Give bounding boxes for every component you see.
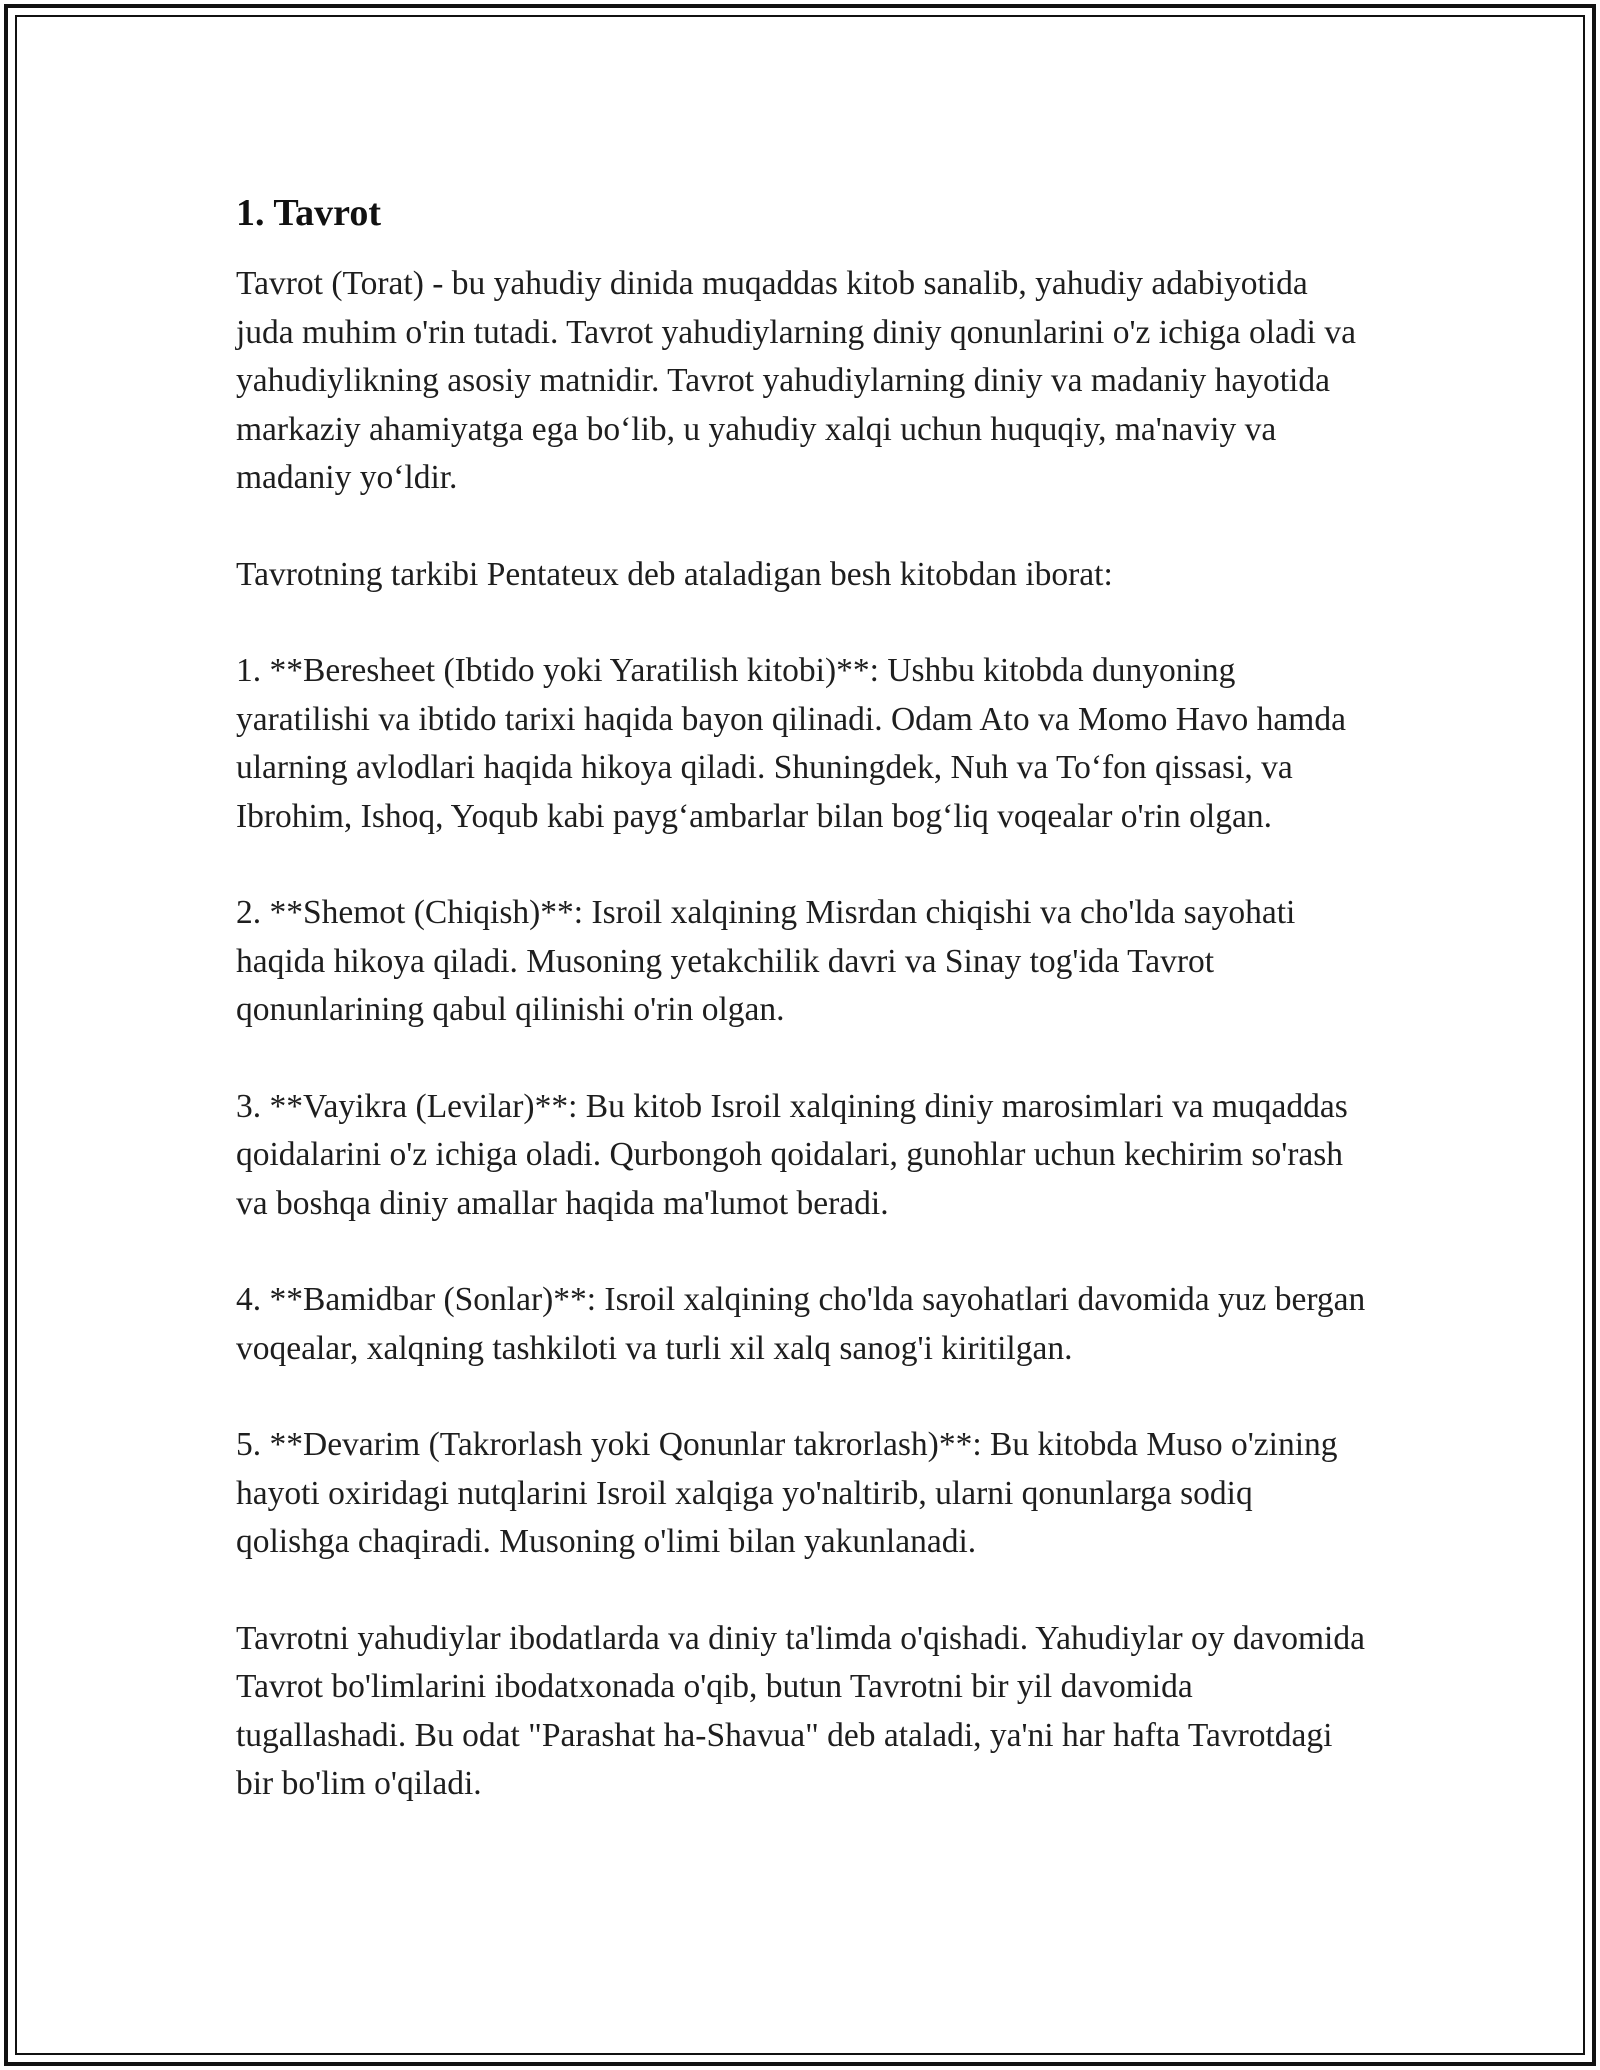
intro-paragraph: Tavrot (Torat) - bu yahudiy dinida muqaddas kitob sanalib, yahudiy adabiyotida juda muhim o'rin tutadi. Tavrot yahudiylarning diniy qonunlarini o'z ichiga oladi va yahudiylikning asosiy matnidir. Tavrot yahudiylarning diniy va madaniy hayotida markaziy ahamiyatga ega bo‘lib, u yahudiy xalqi uchun huquqiy, ma'naviy va madaniy yo‘ldir. — [236, 265, 1356, 496]
book-item-vayikra: 3. **Vayikra (Levilar)**: Bu kitob Isroil xalqining diniy marosimlari va muqaddas qoidalarini o'z ichiga oladi. Qurbongoh qoidalari, gunohlar uchun kechirim so'rash va boshqa diniy amallar haqida ma'lumot beradi. — [236, 1087, 1348, 1222]
composition-paragraph: Tavrotning tarkibi Pentateux deb ataladigan besh kitobdan iborat: — [236, 555, 1113, 593]
book-item-beresheet: 1. **Beresheet (Ibtido yoki Yaratilish kitobi)**: Ushbu kitobda dunyoning yaratilishi va ibtido tarixi haqida bayon qilinadi. Odam Ato va Momo Havo hamda ularning avlodlari haqida hikoya qiladi. Shuningdek, Nuh va To‘fon qissasi, va Ibrohim, Ishoq, Yoqub kabi payg‘ambarlar bilan bog‘liq voqealar o'rin olgan. — [236, 652, 1346, 835]
closing-paragraph: Tavrotni yahudiylar ibodatlarda va diniy ta'limda o'qishadi. Yahudiylar oy davomida Tavrot bo'limlarini ibodatxonada o'qib, butun Tavrotni bir yil davomida tugallashadi. Bu odat "Parashat ha-Shavua" deb ataladi, ya'ni har hafta Tavrotdagi bir bo'lim o'qiladi. — [236, 1619, 1365, 1802]
book-item-bamidbar: 4. **Bamidbar (Sonlar)**: Isroil xalqining cho'lda sayohatlari davomida yuz bergan voqealar, xalqning tashkiloti va turli xil xalq sanog'i kiritilgan. — [236, 1281, 1366, 1367]
book-item-devarim: 5. **Devarim (Takrorlash yoki Qonunlar takrorlash)**: Bu kitobda Muso o'zining hayoti oxiridagi nutqlarini Isroil xalqiga yo'naltirib, ularni qonunlarga sodiq qolishga chaqiradi. Musoning o'limi bilan yakunlanadi. — [236, 1426, 1338, 1560]
document-body — [236, 188, 1366, 1857]
section-heading: 1. Tavrot — [236, 192, 382, 234]
book-item-shemot: 2. **Shemot (Chiqish)**: Isroil xalqining Misrdan chiqishi va cho'lda sayohati haqida hikoya qiladi. Musoning yetakchilik davri va Sinay tog'ida Tavrot qonunlarining qabul qilinishi o'rin olgan. — [236, 894, 1296, 1028]
